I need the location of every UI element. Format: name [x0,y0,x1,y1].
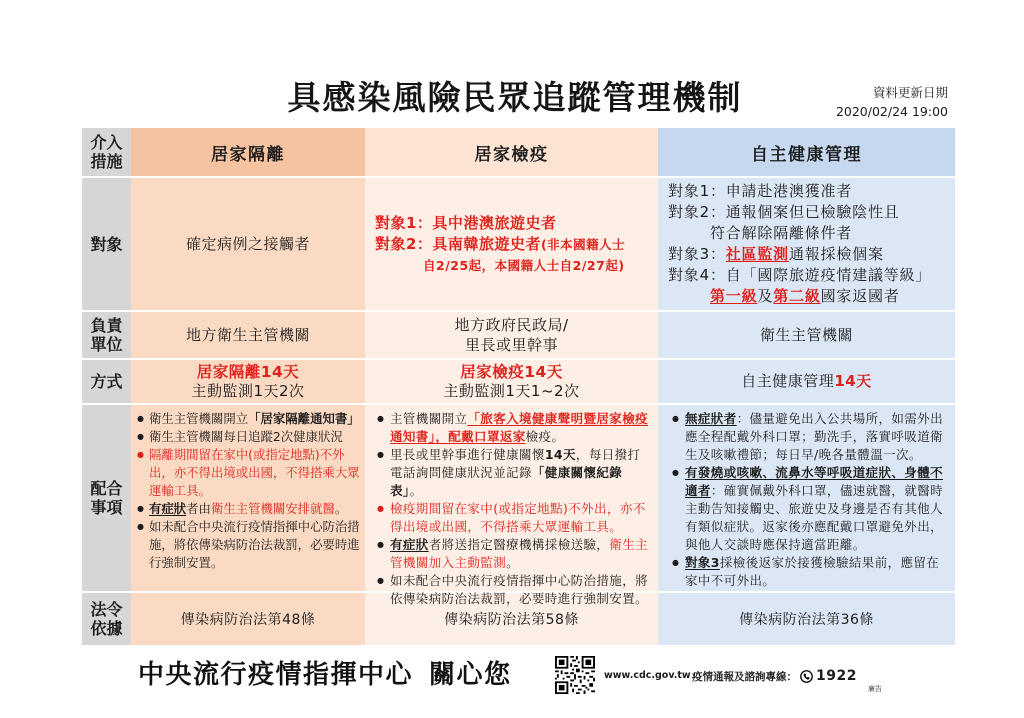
requirements-home-isolation [131,405,365,591]
requirement-item: ● 有症狀者由衛生主管機關安排就醫。 [137,500,363,518]
method-period: 居家隔離14天 [196,362,300,381]
requirements-list [658,405,955,590]
target-line: 對象3：社區監測通報採檢個案 [668,245,884,263]
requirement-item: ● 有發燒或咳嗽、流鼻水等呼吸道症狀、身體不適者：確實佩戴外科口罩，儘速就醫，就醫時主動告知接觸史、旅遊史及身邊是否有其他人有類似症狀。返家後亦應配戴口罩避免外出，與他人交談時應保持適當距離。 [672,464,949,554]
method-period: 居家檢疫14天 [460,362,563,381]
requirement-item: ● 檢疫期間留在家中(或指定地點)不外出，亦不得出境或出國，不得搭乘大眾運輸工具。 [377,500,650,536]
requirement-item: ● 無症狀者：儘量避免出入公共場所，如需外出應全程配戴外科口罩；勤洗手，落實呼吸道衛生及咳嗽禮節；每日早/晚各量體溫一次。 [672,410,949,464]
column-header-self-health-management: 自主健康管理 [658,128,955,176]
target-home-isolation: 確定病例之接觸者 [131,178,365,310]
column-header-home-isolation: 居家隔離 [131,128,365,176]
requirement-item: ● 衛生主管機關每日追蹤2次健康狀況 [137,428,363,446]
target-line: 自2/25起，本國籍人士自2/27起) [423,257,625,273]
requirement-item: ● 有症狀者將送指定醫療機構採檢送驗，衛生主管機關加入主動監測。 [377,536,650,572]
slogan-tail: 關心您 [429,660,512,690]
requirement-item: ● 主管機關開立「旅客入境健康聲明暨居家檢疫通知書」，配戴口罩返家檢疫。 [377,410,650,446]
page-title: 具感染風險民眾追蹤管理機制 [287,78,743,117]
update-label: 資料更新日期 [872,85,948,100]
hotline [692,666,857,686]
method-monitoring: 主動監測1天1~2次 [443,381,580,400]
target-line: 對象2：通報個案但已檢驗陰性且 [668,203,900,221]
target-self-health-management [658,178,955,310]
requirement-item: ● 如未配合中央流行疫情指揮中心防治措施，將依傳染病防治法裁罰，必要時進行強制安置。 [137,518,363,572]
footer-slogan [138,659,512,691]
responsible-line: 里長或里幹事 [464,336,558,354]
phone-icon [800,670,813,683]
qr-code [555,656,595,694]
target-line: 對象4：自「國際旅遊疫情建議等級」 [668,266,932,284]
website-url: www.cdc.gov.tw [604,670,691,681]
column-header-home-quarantine: 居家檢疫 [365,128,658,176]
target-line: 對象1：具中港澳旅遊史者 [375,213,557,232]
ad-tag: 廣告 [868,685,882,693]
requirement-item: ● 對象3採檢後返家於接獲檢驗結果前，應留在家中不可外出。 [672,554,949,590]
method-monitoring: 主動監測1天2次 [191,381,305,400]
requirements-list [365,405,658,608]
update-info [836,83,948,121]
requirement-item: ● 如未配合中央流行疫情指揮中心防治措施，將依傳染病防治法裁罰，必要時進行強制安置。 [377,572,650,608]
row-label-method: 方式 [82,360,131,403]
target-line: 對象1：申請赴港澳獲准者 [668,182,853,200]
row-label-responsible: 負責單位 [82,312,131,358]
row-label-requirements: 配合事項 [82,405,131,591]
hotline-label: 疫情通報及諮詢專線： [692,670,797,683]
law-home-isolation: 傳染病防治法第48條 [131,593,365,645]
requirement-item: ● 里長或里幹事進行健康關懷14天，每日撥打電話詢問健康狀況並記錄「健康關懷紀錄表」。 [377,446,650,500]
hotline-number: 1922 [816,668,857,684]
requirements-home-quarantine [365,405,658,606]
method-home-isolation [131,360,365,403]
requirement-item: ● 隔離期間留在家中(或指定地點)不外出，亦不得出境或出國，不得搭乘大眾運輸工具。 [137,446,363,500]
responsible-home-isolation: 地方衛生主管機關 [131,312,365,358]
law-home-quarantine: 傳染病防治法第58條 [365,593,658,645]
method-home-quarantine [365,360,658,403]
target-line: 對象2：具南韓旅遊史者(非本國籍人士 [375,234,626,253]
slogan-main: 中央流行疫情指揮中心 [138,660,414,690]
row-label-intervention: 介入措施 [82,128,131,176]
method-self-health-management [658,360,955,403]
responsible-line: 地方政府民政局/ [454,316,569,334]
row-label-target: 對象 [82,178,131,310]
row-label-law: 法令依據 [82,593,131,645]
update-datetime: 2020/02/24 19:00 [835,104,948,119]
tracking-management-table [82,128,955,645]
method-period: 自主健康管理14天 [741,372,872,390]
target-line: 第一級及第二級國家返國者 [710,287,900,305]
target-line: 符合解除隔離條件者 [710,224,853,242]
requirement-item: ● 衛生主管機關開立「居家隔離通知書」 [137,410,363,428]
requirements-list [131,405,365,572]
law-self-health-management: 傳染病防治法第36條 [658,593,955,645]
responsible-self-health-management: 衛生主管機關 [658,312,955,358]
requirements-self-health-management [658,405,955,591]
responsible-home-quarantine [365,312,658,358]
target-home-quarantine [365,178,658,310]
